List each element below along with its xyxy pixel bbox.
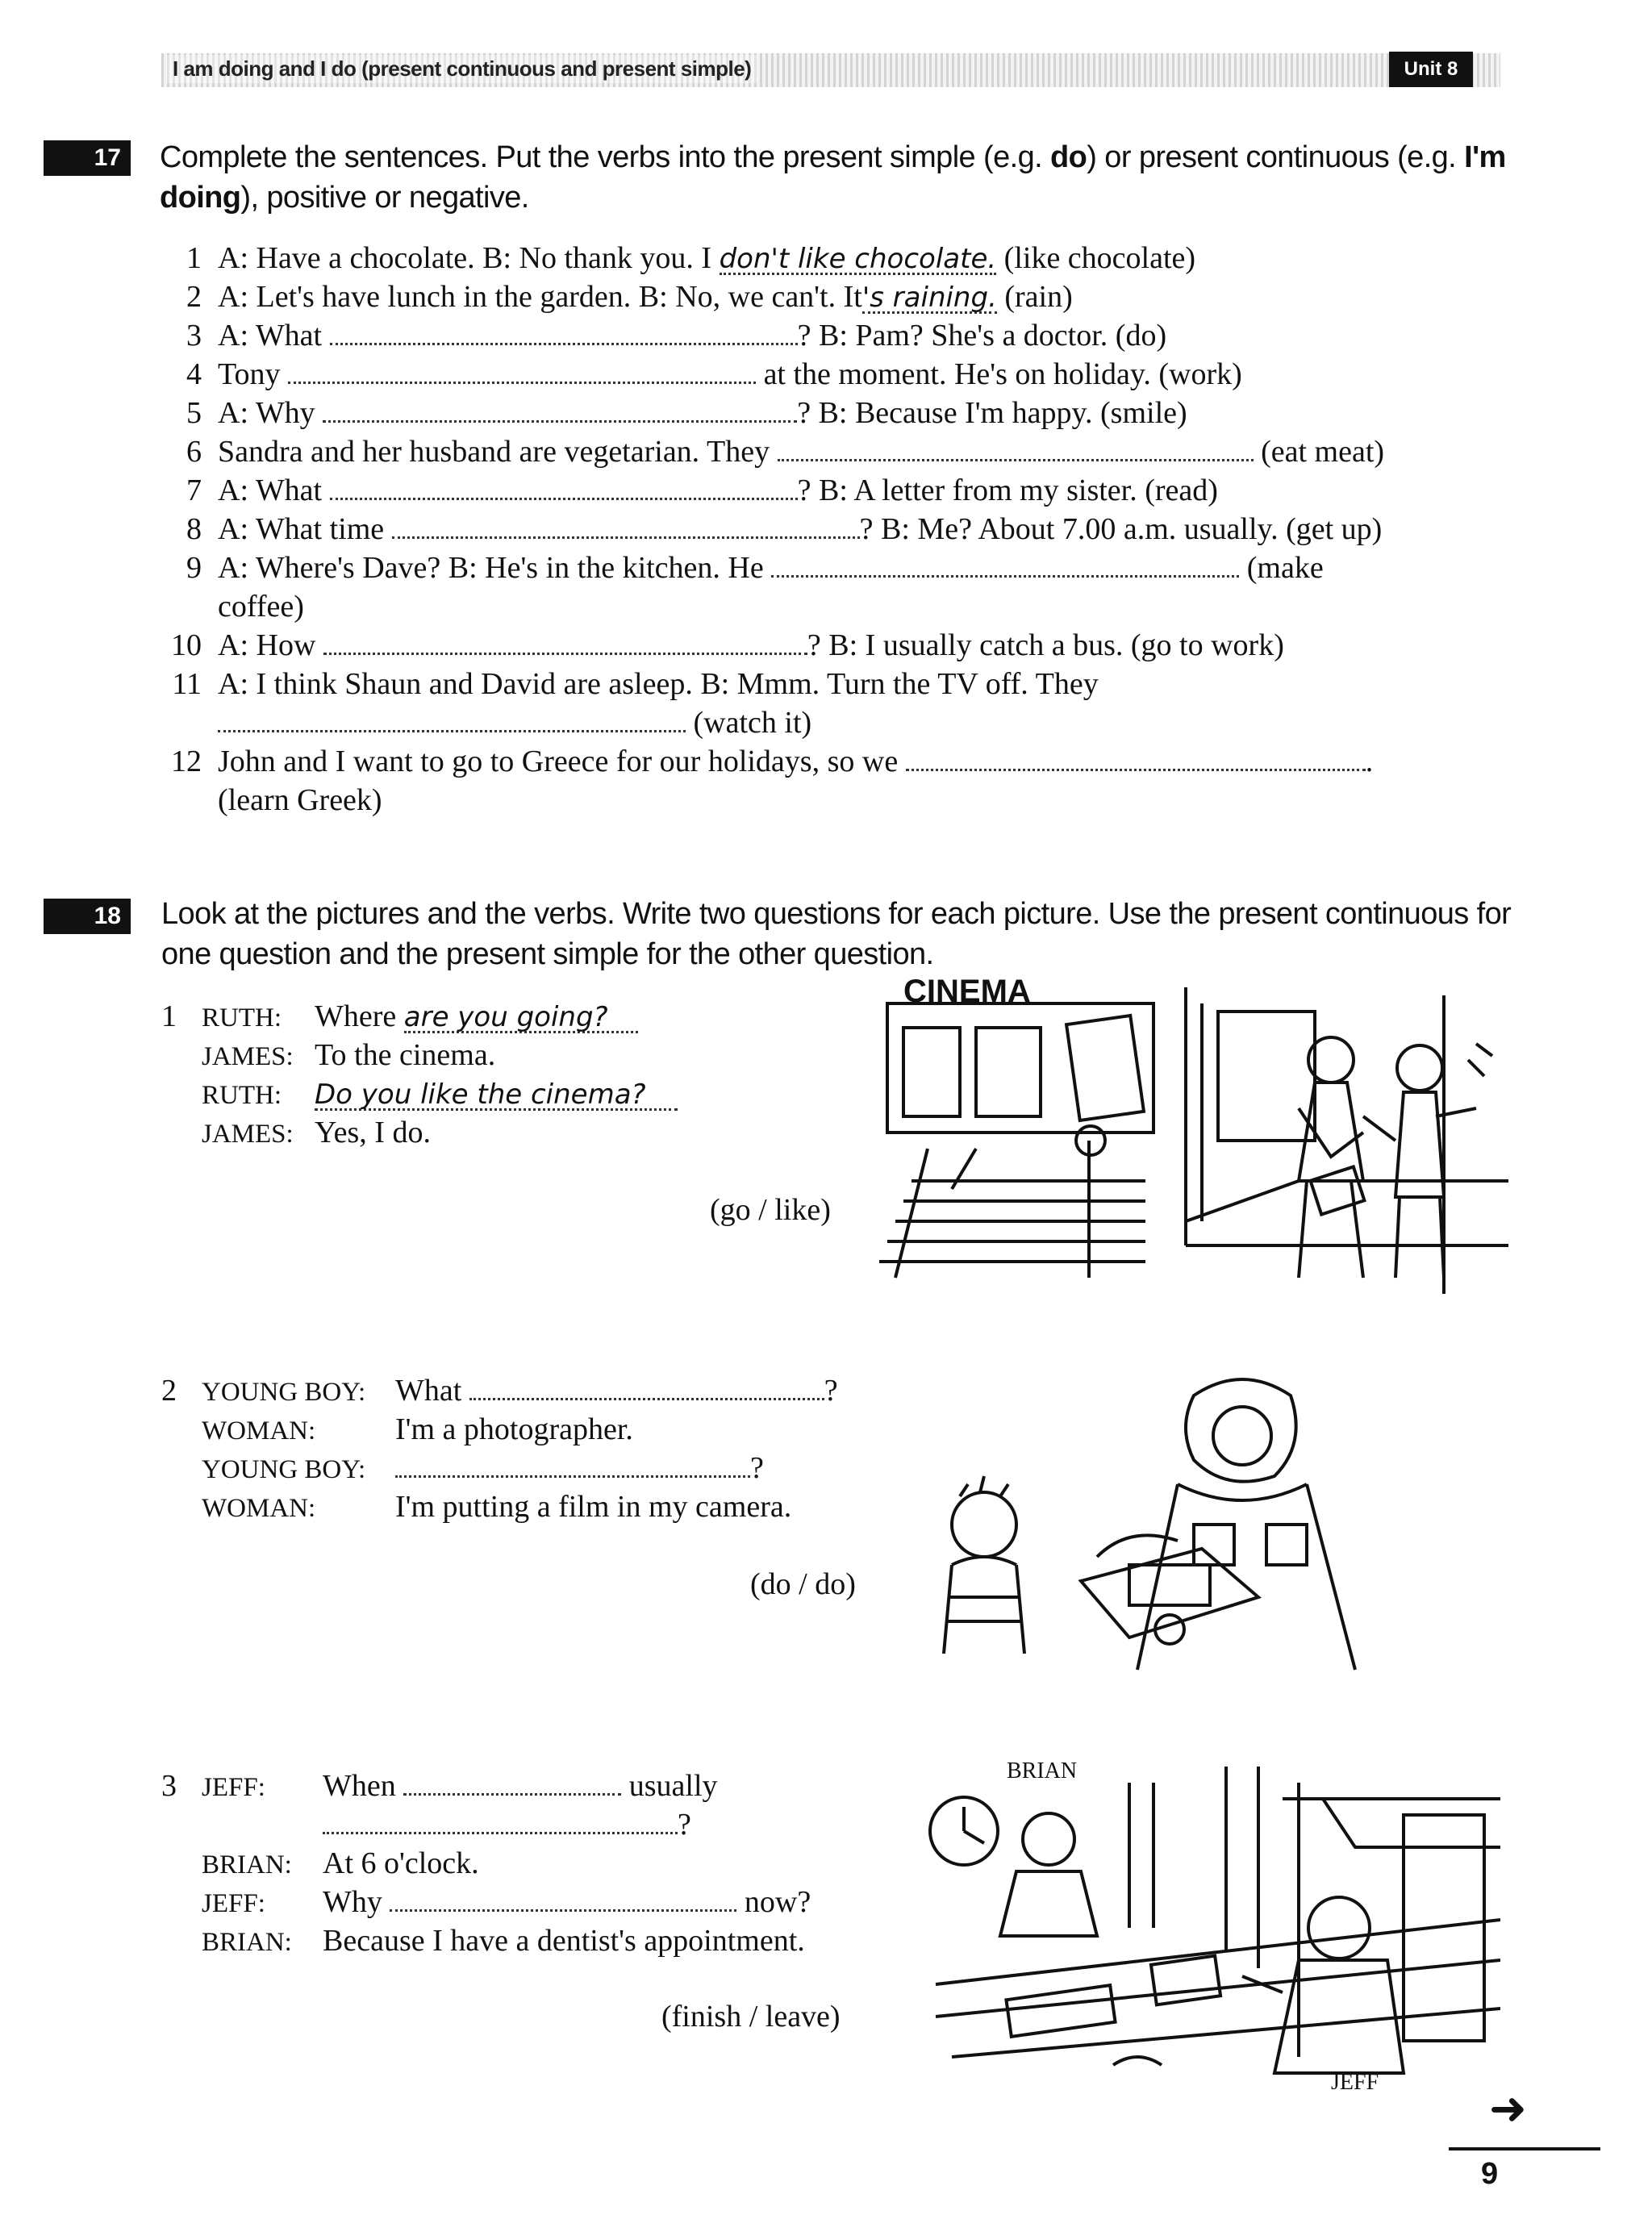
exercise-17-badge: 17 [44, 140, 131, 176]
answer-blank[interactable] [323, 1808, 678, 1834]
answer-blank[interactable] [395, 1451, 750, 1478]
verb-hint-1: (go / like) [710, 1193, 831, 1227]
brian-label: BRIAN [1007, 1758, 1078, 1783]
answer-blank[interactable] [218, 706, 686, 732]
answer-blank[interactable] [771, 551, 1239, 578]
answer-blank[interactable] [323, 396, 797, 423]
cinema-illustration [879, 979, 1508, 1294]
cinema-sign: CINEMA [903, 979, 1031, 1009]
answer-blank[interactable] [330, 319, 798, 345]
answer-blank[interactable] [390, 1885, 736, 1912]
footer-rule [1449, 2147, 1600, 2150]
photographer-illustration [936, 1363, 1500, 1686]
answer-blank[interactable] [778, 435, 1254, 461]
unit-badge: Unit 8 [1389, 52, 1473, 87]
ex17-item-11-cont: (watch it) [218, 703, 811, 742]
exercise-18-instruction: Look at the pictures and the verbs. Write two questions for each picture. Use the present continuous for one question and the present simple for the other question. [161, 897, 1512, 971]
answer-blank[interactable] [288, 357, 756, 384]
exercise-17-instruction: Complete the sentences. Put the verbs into the present simple (e.g. do) or present continuous (e.g. I'm doing), positive or negative. [160, 140, 1506, 215]
handwritten-answer: are you going? [404, 1003, 638, 1033]
verb-hint-3: (finish / leave) [661, 2000, 841, 2034]
page-number: 9 [1481, 2157, 1499, 2191]
handwritten-answer: don't like chocolate. [719, 243, 997, 275]
factory-illustration [920, 1750, 1500, 2089]
jeff-label: JEFF [1331, 2070, 1379, 2089]
next-page-arrow-icon[interactable]: ➜ [1489, 2083, 1527, 2135]
answer-blank[interactable] [323, 628, 807, 655]
ex17-item-9-cont: coffee) [218, 590, 304, 624]
answer-blank[interactable] [330, 473, 798, 500]
answer-blank[interactable] [469, 1374, 824, 1400]
exercise-18-badge: 18 [44, 899, 131, 934]
ex17-item-12-cont: (learn Greek) [218, 783, 382, 817]
handwritten-answer: 's raining. [861, 282, 997, 314]
header-title: I am doing and I do (present continuous and present simple) [166, 55, 757, 83]
verb-hint-2: (do / do) [750, 1567, 856, 1601]
handwritten-answer: Do you like the cinema? [315, 1081, 678, 1111]
answer-blank[interactable] [392, 512, 860, 539]
answer-blank[interactable] [906, 745, 1366, 771]
answer-blank[interactable] [403, 1769, 621, 1796]
